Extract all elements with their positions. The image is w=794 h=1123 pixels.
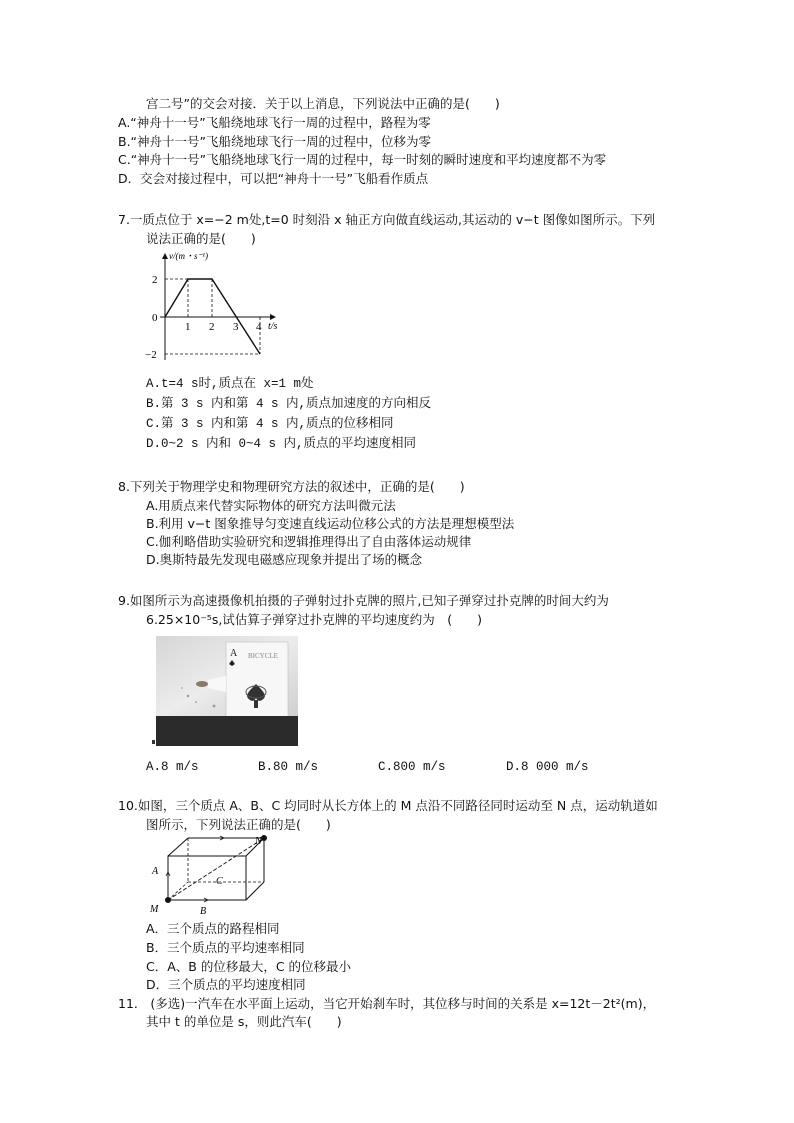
q6-stem: 宫二号”的交会对接．关于以上消息，下列说法中正确的是( ) [146,96,500,111]
q7-option-c: C.第 3 s 内和第 4 s 内,质点的位移相同 [146,417,394,431]
x-tick-3: 3 [233,321,239,333]
label-c: C [216,876,223,887]
q9-option-a: A.8 m/s [146,760,199,774]
bullet-card-photo [148,636,298,748]
x-tick-4: 4 [256,321,262,333]
bullet [196,681,208,687]
point-m [165,897,171,903]
q6-option-a: A.“神舟十一号”飞船绕地球飞行一周的过程中，路程为零 [118,115,431,130]
q10-option-b: B．三个质点的平均速率相同 [146,940,305,955]
x-axis-label: t/s [268,321,278,332]
q10-option-d: D．三个质点的平均速度相同 [146,977,306,992]
q10-option-a: A．三个质点的路程相同 [146,921,280,936]
q9-stem: 9.如图所示为高速摄像机拍摄的子弹射过扑克牌的照片,已知子弹穿过扑克牌的时间大约为 [118,593,609,608]
y-tick-neg2: −2 [145,349,157,361]
card-letter: A [230,648,238,659]
table-surface [156,716,298,746]
q10-stem: 10.如图，三个质点 A、B、C 均同时从长方体上的 M 点沿不同路径同时运动至 N 点，运动轨道如 [118,798,658,813]
path-c [168,838,264,900]
label-b: B [200,906,207,917]
q7-stem-cont: 说法正确的是( ) [146,231,256,246]
q8-option-d: D.奥斯特最先发现电磁感应现象并提出了场的概念 [146,552,423,567]
y-tick-0: 0 [152,312,158,324]
q7-stem: 7.一质点位于 x=−2 m处,t=0 时刻沿 x 轴正方向做直线运动,其运动的 v−t 图像如图所示。下列 [118,212,656,227]
q11-stem: 11. (多选)一汽车在水平面上运动，当它开始刹车时，其位移与时间的关系是 x=12t－2t²(m)， [118,996,656,1011]
label-n: N [255,836,262,847]
q8-stem: 8.下列关于物理学史和物理研究方法的叙述中，正确的是( ) [118,479,465,494]
point-n [261,835,267,841]
q7-option-b: B.第 3 s 内和第 4 s 内,质点加速度的方向相反 [146,397,432,411]
q8-option-a: A.用质点来代替实际物体的研究方法叫微元法 [146,498,396,513]
q10-option-c: C．A、B 的位移最大，C 的位移最小 [146,959,352,974]
q8-option-b: B.利用 v−t 图象推导匀变速直线运动位移公式的方法是理想模型法 [146,516,515,531]
q6-option-c: C.“神舟十一号”飞船绕地球飞行一周的过程中，每一时刻的瞬时速度和平均速度都不为零 [118,152,607,167]
y-axis-label: v/(m・s⁻¹) [169,251,208,261]
y-tick-2: 2 [152,274,158,286]
x-tick-2: 2 [209,321,215,333]
q10-stem-cont: 图所示，下列说法正确的是( ) [146,817,331,832]
q11-stem-cont: 其中 t 的单位是 s，则此汽车( ) [146,1014,342,1029]
cuboid-figure [140,832,270,918]
x-tick-1: 1 [185,321,191,333]
q6-option-b: B.“神舟十一号”飞船绕地球飞行一周的过程中，位移为零 [118,134,432,149]
q7-option-a: A.t=4 s时,质点在 x=1 m处 [146,377,314,391]
vt-graph [140,250,290,368]
q6-option-d: D．交会对接过程中，可以把“神舟十一号”飞船看作质点 [118,171,429,186]
q7-option-d: D.0~2 s 内和 0~4 s 内,质点的平均速度相同 [146,437,417,451]
q9-option-b: B.80 m/s [258,760,319,774]
q9-stem-cont: 6.25×10⁻⁵s,试估算子弹穿过扑克牌的平均速度约为 ( ) [146,612,483,627]
q9-option-d: D.8 000 m/s [506,760,589,774]
label-m: M [150,904,159,915]
q8-option-c: C.伽利略借助实验研究和逻辑推理得出了自由落体运动规律 [146,534,472,549]
card-brand: BICYCLE [248,652,278,660]
q9-option-c: C.800 m/s [378,760,446,774]
label-a: A [152,866,159,877]
